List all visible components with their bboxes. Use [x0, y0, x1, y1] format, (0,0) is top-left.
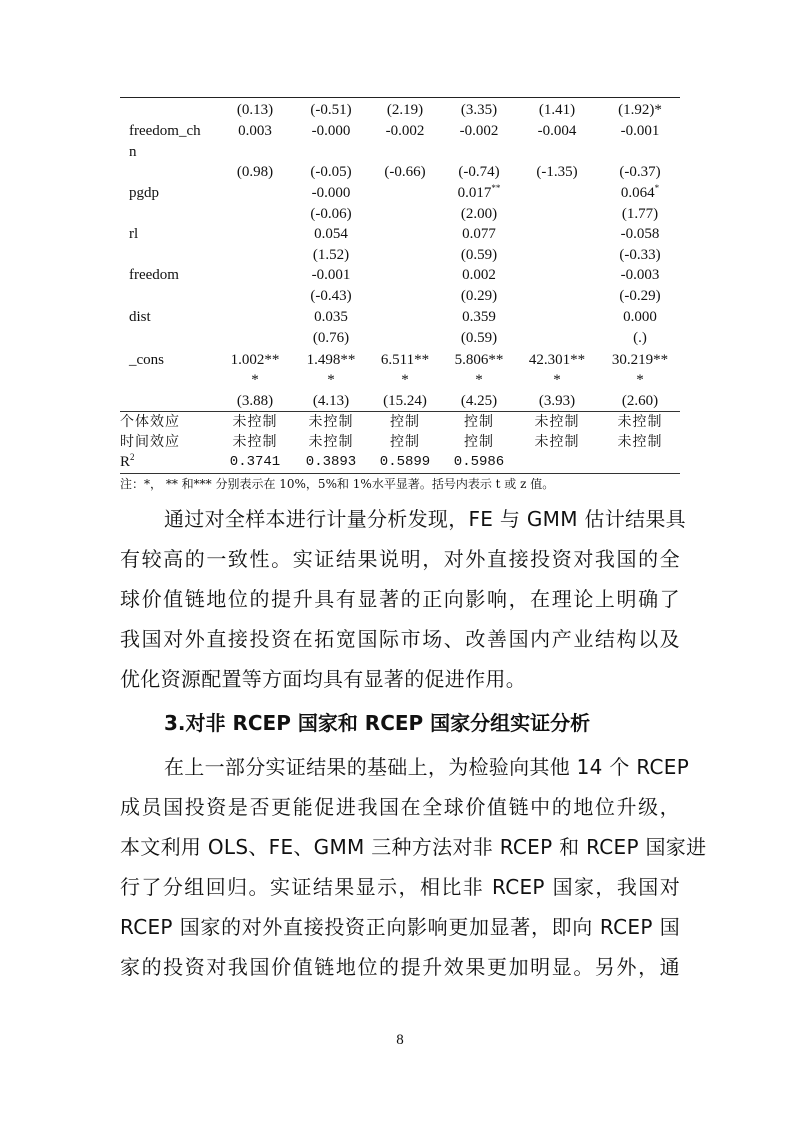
coef-value: 0.017 — [457, 185, 492, 201]
paragraph-line: 行了分组回归。实证结果显示，相比非 RCEP 国家，我国对 — [120, 875, 680, 899]
table-cell: (0.13) — [236, 102, 274, 118]
paragraph-line: 家的投资对我国价值链地位的提升效果更加明显。另外，通 — [120, 955, 680, 979]
table-cell: 未控制 — [308, 434, 354, 450]
table-cell: * — [251, 372, 259, 388]
r2-superscript: 2 — [130, 452, 135, 462]
table-cell: * — [475, 372, 483, 388]
table-cell: 1.002** — [230, 352, 280, 368]
row-label: freedom — [129, 267, 179, 283]
paragraph-line: 优化资源配置等方面均具有显著的促进作用。 — [120, 667, 526, 691]
table-cell: -0.003 — [620, 267, 660, 283]
row-label: pgdp — [129, 185, 159, 201]
table-cell: -0.000 — [311, 185, 351, 201]
table-cell: -0.002 — [459, 123, 499, 139]
paragraph-line: 球价值链地位的提升具有显著的正向影响，在理论上明确了 — [120, 587, 680, 611]
table-cell: 控制 — [464, 414, 494, 430]
table-cell: (1.77) — [621, 206, 659, 222]
table-cell: 0.035 — [314, 309, 348, 325]
table-cell: (2.19) — [386, 102, 424, 118]
table-cell: (-0.29) — [619, 288, 661, 304]
table-cell: 5.806** — [454, 352, 504, 368]
table-cell — [458, 183, 501, 203]
table-cell: * — [401, 372, 409, 388]
table-cell: 0.5986 — [453, 454, 505, 470]
table-bottom-rule — [120, 473, 680, 474]
table-cell: -0.000 — [311, 123, 351, 139]
table-cell: (3.88) — [236, 393, 274, 409]
table-cell: 未控制 — [308, 414, 354, 430]
paragraph-line: 成员国投资是否更能促进我国在全球价值链中的地位升级， — [120, 795, 680, 819]
row-label: rl — [129, 226, 139, 242]
table-cell: (-1.35) — [536, 164, 578, 180]
table-cell: (1.52) — [312, 247, 350, 263]
table-cell: 控制 — [390, 434, 420, 450]
table-cell: 0.003 — [238, 123, 272, 139]
table-cell: 42.301** — [528, 352, 586, 368]
table-cell: (-0.33) — [619, 247, 661, 263]
table-cell: (-0.05) — [310, 164, 352, 180]
row-label: freedom_ch — [129, 123, 201, 139]
table-cell: (2.60) — [621, 393, 659, 409]
table-cell: (4.25) — [460, 393, 498, 409]
table-cell: (1.41) — [538, 102, 576, 118]
row-label — [120, 452, 135, 472]
row-label: dist — [129, 309, 151, 325]
paragraph-line: 本文利用 OLS、FE、GMM 三种方法对非 RCEP 和 RCEP 国家进 — [120, 835, 707, 859]
table-cell: -0.004 — [537, 123, 577, 139]
paragraph-line: 通过对全样本进行计量分析发现，FE 与 GMM 估计结果具 — [164, 507, 686, 531]
table-cell: (-0.06) — [310, 206, 352, 222]
table-cell: (3.93) — [538, 393, 576, 409]
table-cell: (0.59) — [460, 330, 498, 346]
page-number: 8 — [396, 1032, 404, 1048]
table-cell: * — [327, 372, 335, 388]
table-cell: 未控制 — [232, 434, 278, 450]
table-cell: (-0.37) — [619, 164, 661, 180]
table-cell: (1.92)* — [618, 102, 662, 118]
paragraph-line: 在上一部分实证结果的基础上，为检验向其他 14 个 RCEP — [164, 755, 690, 779]
coef-value: 0.064 — [620, 185, 655, 201]
table-cell: (-0.66) — [384, 164, 426, 180]
table-cell: (2.00) — [460, 206, 498, 222]
table-cell — [621, 183, 659, 203]
row-label: 个体效应 — [120, 414, 180, 430]
table-cell: (.) — [633, 330, 647, 346]
table-cell: 0.5899 — [379, 454, 431, 470]
table-cell: (0.76) — [312, 330, 350, 346]
paragraph-line: 我国对外直接投资在拓宽国际市场、改善国内产业结构以及 — [120, 627, 680, 651]
table-top-rule — [120, 97, 680, 98]
table-note: 注：*， ** 和*** 分别表示在 10%，5%和 1%水平显著。括号内表示 t 或 z 值。 — [120, 477, 555, 491]
r2-label: R — [120, 454, 131, 470]
table-cell: 未控制 — [617, 414, 663, 430]
table-cell: (4.13) — [312, 393, 350, 409]
row-label: 时间效应 — [120, 434, 180, 450]
section-heading: 3.对非 RCEP 国家和 RCEP 国家分组实证分析 — [164, 711, 591, 735]
table-cell: 控制 — [464, 434, 494, 450]
table-cell: 控制 — [390, 414, 420, 430]
table-cell: * — [636, 372, 644, 388]
table-cell: (15.24) — [383, 393, 427, 409]
table-cell: -0.058 — [620, 226, 660, 242]
table-cell: (-0.43) — [310, 288, 352, 304]
table-cell: 0.359 — [462, 309, 496, 325]
table-cell: -0.001 — [620, 123, 660, 139]
table-cell: 30.219** — [611, 352, 669, 368]
table-cell: -0.002 — [385, 123, 425, 139]
table-cell: 未控制 — [232, 414, 278, 430]
table-cell: 0.054 — [314, 226, 348, 242]
table-cell: 未控制 — [534, 414, 580, 430]
table-cell: 6.511** — [380, 352, 430, 368]
table-cell: 0.3893 — [305, 454, 357, 470]
table-cell: 未控制 — [534, 434, 580, 450]
table-cell: (-0.74) — [458, 164, 500, 180]
table-cell: 未控制 — [617, 434, 663, 450]
paragraph-line: RCEP 国家的对外直接投资正向影响更加显著，即向 RCEP 国 — [120, 915, 680, 939]
significance-stars: * — [654, 183, 660, 193]
table-cell: 0.3741 — [229, 454, 281, 470]
row-label: n — [129, 144, 137, 160]
table-cell: 1.498** — [306, 352, 356, 368]
table-cell: * — [553, 372, 561, 388]
table-cell: (-0.51) — [310, 102, 352, 118]
table-cell: 0.000 — [623, 309, 657, 325]
paragraph-line: 有较高的一致性。实证结果说明，对外直接投资对我国的全 — [120, 547, 680, 571]
row-label: _cons — [129, 352, 164, 368]
table-cell: (0.59) — [460, 247, 498, 263]
significance-stars: ** — [491, 183, 501, 193]
table-cell: (0.29) — [460, 288, 498, 304]
table-cell: -0.001 — [311, 267, 351, 283]
table-cell: 0.077 — [462, 226, 496, 242]
table-cell: (0.98) — [236, 164, 274, 180]
table-cell: (3.35) — [460, 102, 498, 118]
table-cell: 0.002 — [462, 267, 496, 283]
